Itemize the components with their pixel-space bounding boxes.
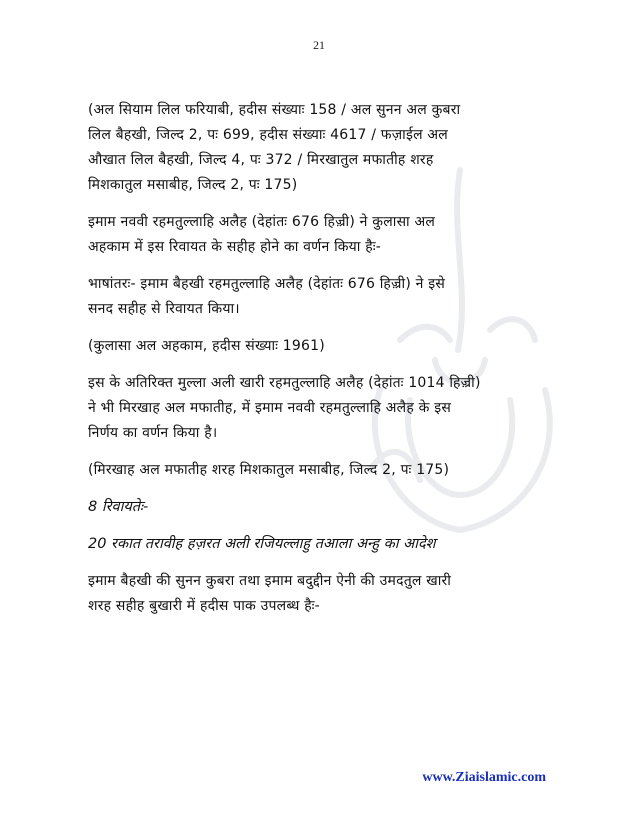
page-content: [88, 98, 548, 631]
text-line: ने भी मिरखाह अल मफातीह, में इमाम नववी रहमतुल्लाहि अलैह के इस: [88, 400, 451, 416]
text-line: (कुलासा अल अहकाम, हदीस संख्याः 1961): [88, 338, 325, 354]
text-line: मिशकातुल मसाबीह, जिल्द 2, पः 175): [88, 177, 298, 193]
text-line: अहकाम में इस रिवायत के सहीह होने का वर्णन किया हैः-: [88, 239, 381, 255]
text-line: (मिरखाह अल मफातीह शरह मिशकातुल मसाबीह, जिल्द 2, पः 175): [88, 462, 450, 478]
page-number: 21: [313, 38, 325, 52]
text-line: औखात लिल बैहखी, जिल्द 4, पः 372 / मिरखातुल मफातीह शरह: [88, 152, 434, 168]
citation-paragraph: [88, 458, 548, 483]
body-paragraph: [88, 210, 548, 260]
section-label: 8 रिवायतेः-: [88, 499, 149, 515]
section-heading: 20 रकात तरावीह हज़रत अली रजियल्लाहु तआला अन्हु का आदेश: [88, 536, 436, 552]
closing-paragraph: [88, 569, 548, 619]
text-line: (अल सियाम लिल फरियाबी, हदीस संख्याः 158 / अल सुनन अल कुबरा: [88, 102, 461, 118]
citation-paragraph: [88, 98, 548, 198]
website-link[interactable]: www.Ziaislamic.com: [422, 770, 546, 785]
text-line: इमाम बैहखी की सुनन कुबरा तथा इमाम बदुद्दीन ऐनी की उमदतुल खारी: [88, 573, 452, 589]
text-line: निर्णय का वर्णन किया है।: [88, 425, 218, 441]
citation-paragraph: [88, 334, 548, 359]
text-line: इमाम नववी रहमतुल्लाहि अलैह (देहांतः 676 हिज़्री) ने कुलासा अल: [88, 214, 436, 230]
text-line: लिल बैहखी, जिल्द 2, पः 699, हदीस संख्याः 4617 / फज़ाईल अल: [88, 127, 449, 143]
text-line: सनद सहीह से रिवायत किया।: [88, 301, 240, 317]
text-line: शरह सहीह बुखारी में हदीस पाक उपलब्ध हैः-: [88, 598, 320, 614]
body-paragraph: [88, 371, 548, 446]
text-line: इस के अतिरिक्त मुल्ला अली खारी रहमतुल्लाहि अलैह (देहांतः 1014 हिज़्री): [88, 375, 481, 391]
translation-paragraph: [88, 272, 548, 322]
text-line: भाषांतरः- इमाम बैहखी रहमतुल्लाहि अलैह (देहांतः 676 हिज़्री) ने इसे: [88, 276, 445, 292]
